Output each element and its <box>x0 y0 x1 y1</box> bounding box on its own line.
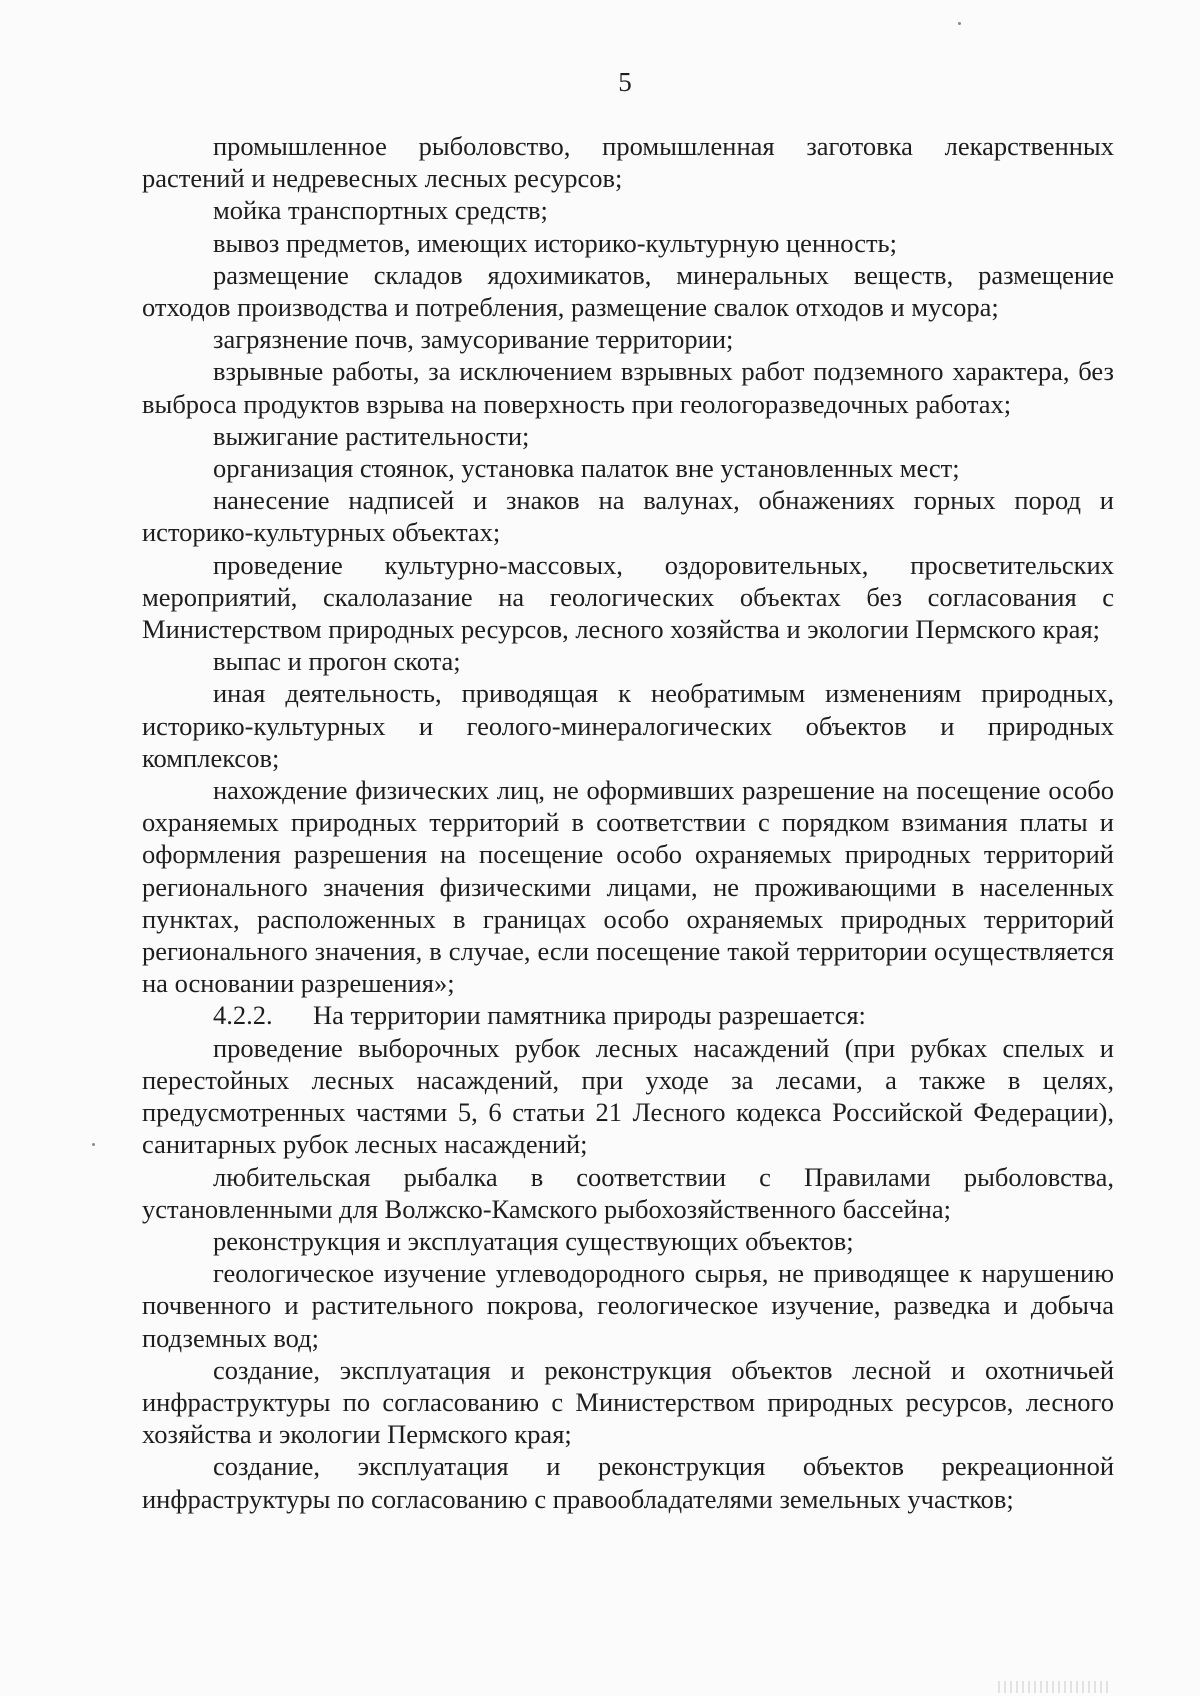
section-heading-text: На территории памятника природы разрешается: <box>313 1000 866 1031</box>
paragraph-chemical-storage: размещение складов ядохимикатов, минеральных веществ, размещение отходов производства и потребления, размещение свалок отходов и мусора; <box>142 259 1114 323</box>
paragraph-blasting: взрывные работы, за исключением взрывных работ подземного характера, без выброса продуктов взрыва на поверхность при геологоразведочных работах; <box>142 356 1114 419</box>
paragraph-selective-logging: проведение выборочных рубок лесных насаждений (при рубках спелых и перестойных лесных насаждений, при уходе за лесами, а также в целях, предусмотренных частями 5, 6 статьи 21 Лесного кодекса Российской Федерации), санитарных рубок лесных насаждений; <box>142 1032 1114 1160</box>
paragraph-vehicle-washing: мойка транспортных средств; <box>213 195 548 226</box>
paragraph-grazing: выпас и прогон скота; <box>213 646 461 677</box>
page-number: 5 <box>618 67 632 97</box>
paragraph-industrial-fishing: промышленное рыболовство, промышленная заготовка лекарственных растений и недревесных лесных ресурсов; <box>142 131 1114 194</box>
section-number: 4.2.2. <box>213 1000 273 1031</box>
paragraph-amateur-fishing: любительская рыбалка в соответствии с Правилами рыболовства, установленными для Волжско-Камского рыбохозяйственного бассейна; <box>142 1161 1114 1224</box>
paragraph-graffiti: нанесение надписей и знаков на валунах, обнажениях горных пород и историко-культурных объектах; <box>142 485 1114 548</box>
paragraph-visitor-permit: нахождение физических лиц, не оформивших разрешение на посещение особо охраняемых природных территорий в соответствии с порядком взимания платы и оформления разрешения на посещение особо охраняемых природных территорий регионального значения физическими лицами, не проживающими в населенных пунктах, расположенных в границах особо охраняемых природных территорий регионального значения, в случае, если посещение такой территории осуществляется на основании разрешения»; <box>142 775 1114 999</box>
document-body <box>142 130 1114 1515</box>
paragraph-geological-study: геологическое изучение углеводородного сырья, не приводящее к нарушению почвенного и растительного покрова, геологическое изучение, разведка и добыча подземных вод; <box>142 1258 1114 1353</box>
scan-edge-marks <box>998 1681 1108 1693</box>
paragraph-mass-events: проведение культурно-массовых, оздоровительных, просветительских мероприятий, скалолазание на геологических объектах без согласования с Министерством природных ресурсов, лесного хозяйства и экологии Пермского края; <box>142 549 1114 645</box>
section-heading-4-2-2 <box>142 999 1114 1031</box>
scan-speck <box>958 22 961 25</box>
paragraph-recreational-infrastructure: создание, эксплуатация и реконструкция объектов рекреационной инфраструктуры по согласованию с правообладателями земельных участков; <box>142 1451 1114 1514</box>
paragraph-cultural-items-export: вывоз предметов, имеющих историко-культурную ценность; <box>213 227 898 258</box>
paragraph-reconstruction: реконструкция и эксплуатация существующих объектов; <box>213 1225 854 1256</box>
scan-speck <box>92 1143 95 1146</box>
paragraph-other-activity: иная деятельность, приводящая к необратимым изменениям природных, историко-культурных и геолого-минералогических объектов и природных комплексов; <box>142 678 1114 773</box>
paragraph-soil-pollution: загрязнение почв, замусоривание территории; <box>213 324 734 355</box>
paragraph-forest-infrastructure: создание, эксплуатация и реконструкция объектов лесной и охотничьей инфраструктуры по согласованию с Министерством природных ресурсов, лесного хозяйства и экологии Пермского края; <box>142 1354 1114 1450</box>
paragraph-vegetation-burning: выжигание растительности; <box>213 420 530 451</box>
paragraph-camping: организация стоянок, установка палаток вне установленных мест; <box>213 453 960 484</box>
